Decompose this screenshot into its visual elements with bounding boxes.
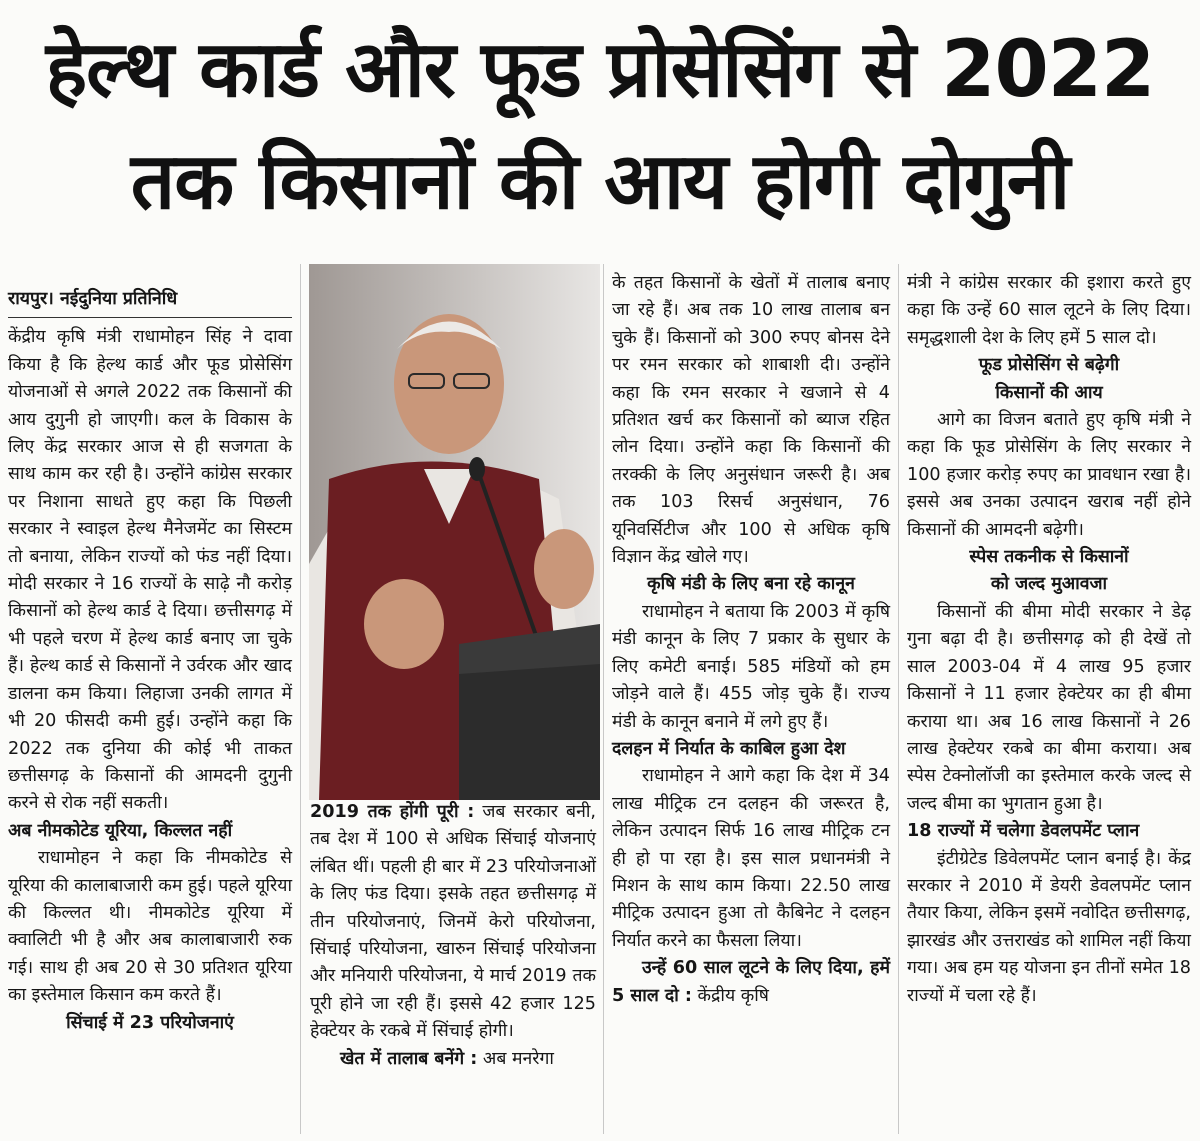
subheading: दलहन में निर्यात के काबिल हुआ देश: [612, 738, 846, 759]
lead-in: उन्हें 60 साल लूटने के लिए दिया, हमें 5 साल दो :: [612, 958, 890, 1006]
paragraph: राधामोहन ने कहा कि नीमकोटेड से यूरिया की कालाबाजारी कम हुई। पहले यूरिया की किल्लत थी। नीमकोटेड यूरिया में क्वालिटी भी है और अब कालाबाजारी रुक गई। साथ ही अब 20 से 30 प्रतिशत यूरिया का इस्तेमाल किसान कम करते हैं।: [8, 848, 292, 1006]
subheading: कृषि मंडी के लिए बना रहे कानून: [647, 574, 855, 595]
paragraph: राधामोहन ने आगे कहा कि देश में 34 लाख मीट्रिक टन दलहन की जरूरत है, लेकिन उत्पादन सिर्फ 16 लाख मीट्रिक टन ही हो पा रहा है। इस साल प्रधानमंत्री ने मिशन के साथ काम किया। 22.50 लाख मीट्रिक उत्पादन हुआ तो कैबिनेट ने दलहन निर्यात करने का फैसला लिया।: [612, 766, 890, 951]
column-rule-1: [300, 264, 301, 1134]
paragraph: किसानों की बीमा मोदी सरकार ने डेढ़ गुना बढ़ा दी है। छत्तीसगढ़ को ही देखें तो साल 2003-04 में 4 लाख 95 हजार किसानों ने 11 हजार हेक्टेयर का ही बीमा कराया था। अब 16 लाख किसानों ने 26 लाख हेक्टेयर रकबे का बीमा कराया। अब स्पेस टेक्नोलॉजी का इस्तेमाल करके जल्द से जल्द बीमा का भुगतान हुआ है।: [907, 601, 1191, 814]
headline: [0, 14, 1200, 238]
subheading: किसानों की आय: [995, 382, 1103, 403]
subheading: स्पेस तकनीक से किसानों: [969, 547, 1129, 568]
paragraph: आगे का विजन बताते हुए कृषि मंत्री ने कहा कि फूड प्रोसेसिंग के लिए सरकार ने 100 हजार करोड़ रुपए का प्रावधान रखा है। इससे अब उनका उत्पादन खराब नहीं होने किसानों की आमदनी बढ़ेगी।: [907, 410, 1191, 540]
subheading: 18 राज्यों में चलेगा डेवलपमेंट प्लान: [907, 821, 1140, 842]
subheading: अब नीमकोटेड यूरिया, किल्लत नहीं: [8, 820, 233, 841]
article-column-1: [8, 286, 292, 1037]
paragraph: के तहत किसानों के खेतों में तालाब बनाए जा रहे हैं। अब तक 10 लाख तालाब बन चुके हैं। किसानों को 300 रुपए बोनस देने पर रमन सरकार को शाबाशी दी। उन्होंने कहा कि रमन सरकार ने खजाने से 4 प्रतिशत खर्च कर किसानों को ब्याज रहित लोन दिया। उन्होंने कहा कि किसानों की तरक्की के लिए अनुसंधान जरूरी है। अब तक 103 रिसर्च अनुसंधान, 76 यूनिवर्सिटीज और 100 से अधिक कृषि विज्ञान केंद्र खोले गए।: [612, 273, 890, 568]
column-rule-2: [603, 264, 604, 1134]
subheading: सिंचाई में 23 परियोजनाएं: [66, 1012, 234, 1033]
article-column-3: [612, 270, 890, 1010]
column-rule-3: [898, 264, 899, 1134]
article-column-2: [310, 799, 596, 1073]
headline-line-1: हेल्थ कार्ड और फूड प्रोसेसिंग से 2022: [45, 25, 1155, 115]
headline-line-2: तक किसानों की आय होगी दोगुनी: [130, 137, 1070, 227]
subheading: को जल्द मुआवजा: [990, 574, 1108, 595]
paragraph: केंद्रीय कृषि: [691, 985, 769, 1006]
paragraph: जब सरकार बनी, तब देश में 100 से अधिक सिंचाई योजनाएं लंबित थीं। पहली ही बार में 23 परियोजनाओं के लिए फंड दिया। इसके तहत छत्तीसगढ़ में तीन परियोजनाएं, जिनमें केरो परियोजना, सिंचाई परियोजना, खारुन सिंचाई परियोजना और मनियारी परियोजना, ये मार्च 2019 तक पूरी होने जा रही हैं। इससे 42 हजार 125 हेक्टेयर के रकबे में सिंचाई होगी।: [310, 802, 596, 1042]
paragraph: राधामोहन ने बताया कि 2003 में कृषि मंडी कानून के लिए 7 प्रकार के सुधार के लिए कमेटी बनाई। 585 मंडियों को हम जोड़ने वाले हैं। 455 जोड़ चुके हैं। राज्य मंडी के कानून बनाने में लगे हुए हैं।: [612, 601, 890, 732]
lead-in: 2019 तक होंगी पूरी :: [310, 802, 475, 822]
paragraph: इंटीग्रेटेड डिवेलपमेंट प्लान बनाई है। केंद्र सरकार ने 2010 में डेयरी डेवलपमेंट प्लान तैयार किया, लेकिन इसमें नवोदित छत्तीसगढ़, झारखंड और उत्तराखंड को शामिल नहीं किया गया। अब हम यह योजना इन तीनों समेत 18 राज्यों में चला रहे हैं।: [907, 848, 1191, 1006]
subheading: फूड प्रोसेसिंग से बढ़ेगी: [978, 355, 1120, 376]
paragraph: अब मनरेगा: [477, 1048, 554, 1069]
paragraph: मंत्री ने कांग्रेस सरकार की इशारा करते हुए कहा कि उन्हें 60 साल लूटने के लिए दिया। समृद्धशाली देश के लिए हमें 5 साल दो।: [907, 273, 1191, 348]
paragraph: केंद्रीय कृषि मंत्री राधामोहन सिंह ने दावा किया है कि हेल्थ कार्ड और फूड प्रोसेसिंग योजनाओं से अगले 2022 तक किसानों की आय दुगुनी हो जाएगी। कल के विकास के लिए केंद्र सरकार आज से ही सजगता के साथ काम कर रही है। उन्होंने कांग्रेस सरकार पर निशाना साधते हुए कहा कि पिछली सरकार ने स्वाइल हेल्थ मैनेजमेंट का सिस्टम तो बनाया, लेकिन राज्यों को फंड नहीं दिया। मोदी सरकार ने 16 राज्यों के साढ़े नौ करोड़ किसानों को हेल्थ कार्ड दे दिया। छत्तीसगढ़ में भी पहले चरण में हेल्थ कार्ड बनाए जा चुके हैं। हेल्थ कार्ड से किसानों ने उर्वरक और खाद डालना कम किया। लिहाजा उनकी लागत में भी 20 फीसदी कमी हुई। उन्होंने कहा कि 2022 तक दुनिया की कोई भी ताकत छत्तीसगढ़ के किसानों की आमदनी दुगुनी करने से रोक नहीं सकती।: [8, 327, 292, 814]
article-column-4: [907, 270, 1191, 1010]
minister-photo: [309, 264, 600, 800]
dateline: रायपुर। नईदुनिया प्रतिनिधि: [8, 286, 292, 318]
lead-in: खेत में तालाब बनेंगे :: [340, 1048, 478, 1069]
